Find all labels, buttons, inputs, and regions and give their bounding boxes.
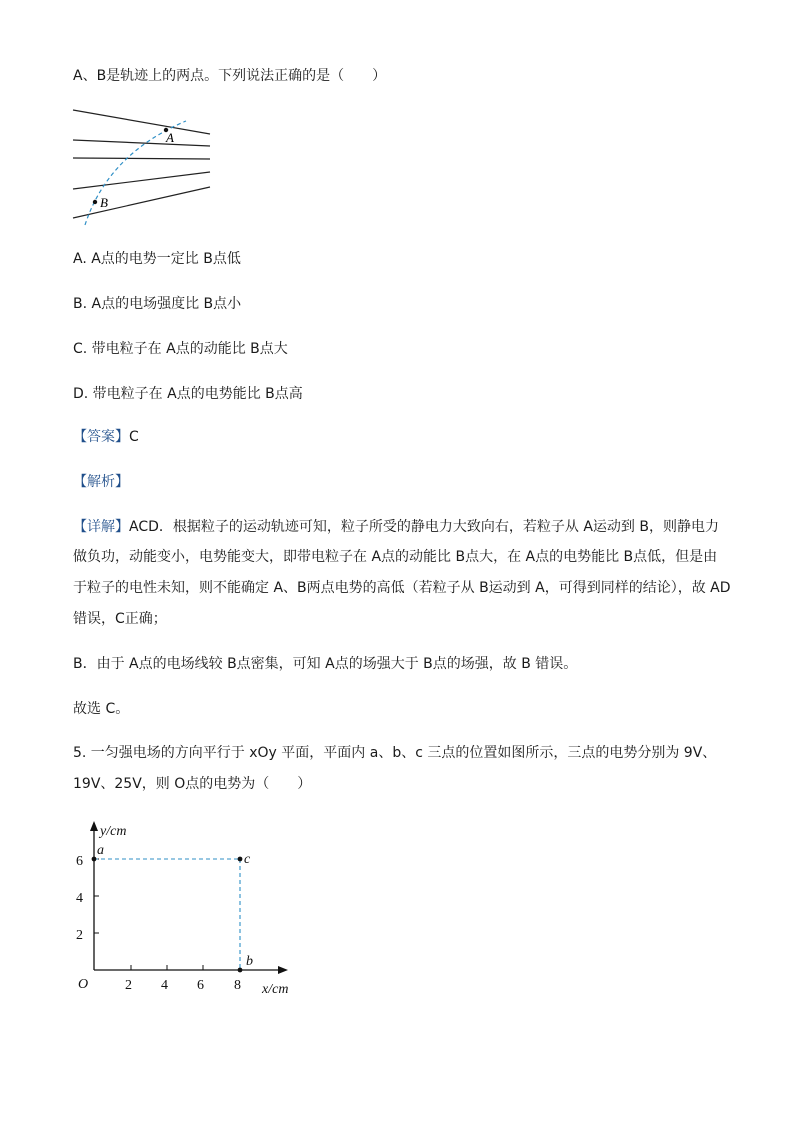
detail-line-2: 做负功，动能变小，电势能变大，即带电粒子在 A点的动能比 B点大，在 A点的电势能比 B点低，但是由 <box>73 549 718 565</box>
y-tick-2: 2 <box>76 928 83 943</box>
point-a-label: a <box>97 843 104 858</box>
point-b-label: b <box>246 954 253 969</box>
point-b-label: B <box>100 195 108 210</box>
question-stem: A、B是轨迹上的两点。下列说法正确的是（ ） <box>73 68 387 84</box>
x-axis-label: x/cm <box>262 982 289 997</box>
x-tick-8: 8 <box>234 978 241 993</box>
detail-b: B．由于 A点的电场线较 B点密集，可知 A点的场强大于 B点的场强，故 B 错误。 <box>73 656 578 672</box>
detail-line-1: 【详解】ACD．根据粒子的运动轨迹可知，粒子所受的静电力大致向右，若粒子从 A运动到 B，则静电力 <box>73 519 719 535</box>
x-tick-6: 6 <box>197 978 204 993</box>
option-d: D. 带电粒子在 A点的电势能比 B点高 <box>73 386 303 402</box>
detail-line-3: 于粒子的电性未知，则不能确定 A、B两点电势的高低（若粒子从 B运动到 A，可得到同样的结论），故 AD <box>73 580 731 596</box>
coordinate-figure <box>70 815 330 1005</box>
option-a: A. A点的电势一定比 B点低 <box>73 251 241 267</box>
analysis-tag: 【解析】 <box>73 474 129 490</box>
y-axis-label: y/cm <box>100 824 127 839</box>
origin-label: O <box>78 977 89 992</box>
field-line-figure <box>68 104 218 229</box>
y-tick-6: 6 <box>76 854 83 869</box>
detail-tag: 【详解】 <box>73 519 129 535</box>
answer-tag: 【答案】 <box>73 429 129 445</box>
point-c-label: c <box>244 852 251 867</box>
point-a-label: A <box>166 130 174 145</box>
conclusion: 故选 C。 <box>73 701 130 717</box>
option-b: B. A点的电场强度比 B点小 <box>73 296 242 312</box>
answer-line <box>73 427 139 447</box>
y-tick-4: 4 <box>76 891 83 906</box>
option-c: C. 带电粒子在 A点的动能比 B点大 <box>73 341 288 357</box>
q5-stem-line-1: 5. 一匀强电场的方向平行于 xOy 平面，平面内 a、b、c 三点的位置如图所示，三点的电势分别为 9V、 <box>73 745 717 761</box>
answer-value: C <box>129 429 139 445</box>
x-tick-4: 4 <box>161 978 168 993</box>
x-tick-2: 2 <box>125 978 132 993</box>
detail-line-4: 错误，C正确； <box>73 611 167 627</box>
q5-stem-line-2: 19V、25V，则 O点的电势为（ ） <box>73 776 312 792</box>
